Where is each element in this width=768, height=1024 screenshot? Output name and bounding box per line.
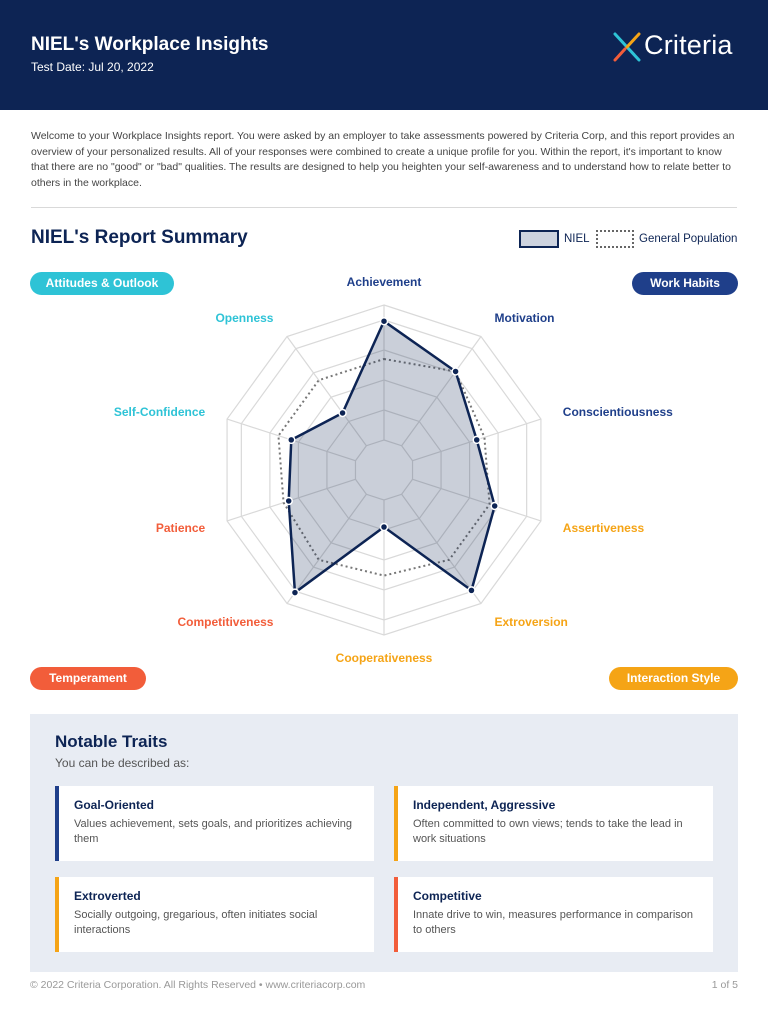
axis-label-cooperativeness: Cooperativeness <box>335 651 433 665</box>
intro-paragraph: Welcome to your Workplace Insights report. You were asked by an employer to take assessments powered by Criteria Corp, and this report provides an overview of your personalized results. All of your responses were combined to create a unique profile for you. Within the report, it's important to know that there are no "good" or "bad" qualities. The results are designed to help you heighten your self-awareness and to understand how to relate better to others in the workplace. <box>31 130 735 189</box>
axis-label-assertiveness: Assertiveness <box>562 521 645 536</box>
trait-description: Often committed to own views; tends to take the lead in work situations <box>413 818 683 845</box>
notable-traits-panel <box>30 714 738 972</box>
data-point-extroversion <box>468 587 475 594</box>
logo-text: Criteria <box>644 30 733 60</box>
data-point-cooperativeness <box>381 524 388 531</box>
test-date: Test Date: Jul 20, 2022 <box>31 60 154 74</box>
criteria-logo-icon <box>612 30 642 64</box>
trait-description: Values achievement, sets goals, and prioritizes achieving them <box>74 818 353 845</box>
axis-label-conscientiousness: Conscientiousness <box>562 404 673 419</box>
category-attitudes: Attitudes & Outlook <box>30 272 174 295</box>
traits-title: Notable Traits <box>55 732 168 751</box>
series-niel <box>289 321 495 592</box>
trait-accent-bar <box>394 877 398 952</box>
data-point-patience <box>285 497 292 504</box>
trait-card <box>55 786 374 861</box>
report-header <box>0 0 768 110</box>
traits-subtitle: You can be described as: <box>55 756 190 770</box>
criteria-logo <box>612 28 742 66</box>
trait-title: Competitive <box>413 889 482 903</box>
trait-title: Independent, Aggressive <box>413 798 556 812</box>
data-point-assertiveness <box>491 502 498 509</box>
data-point-achievement <box>381 318 388 325</box>
legend-swatch-population <box>596 230 634 248</box>
axis-label-self-confidence: Self-Confidence <box>113 404 206 419</box>
data-point-motivation <box>452 368 459 375</box>
category-work-habits: Work Habits <box>632 272 738 295</box>
page-number: 1 of 5 <box>711 979 738 991</box>
summary-title: NIEL's Report Summary <box>31 227 248 248</box>
axis-label-openness: Openness <box>215 310 274 325</box>
axis-label-extroversion: Extroversion <box>494 615 568 630</box>
legend-swatch-niel <box>519 230 559 248</box>
data-point-conscientiousness <box>473 436 480 443</box>
axis-label-motivation: Motivation <box>494 310 555 325</box>
category-interaction: Interaction Style <box>609 667 738 690</box>
axis-label-competitiveness: Competitiveness <box>177 615 274 630</box>
data-point-self-confidence <box>288 436 295 443</box>
axis-label-achievement: Achievement <box>346 275 422 289</box>
report-title: NIEL's Workplace Insights <box>31 34 269 55</box>
trait-accent-bar <box>55 786 59 861</box>
axis-label-patience: Patience <box>155 521 206 536</box>
trait-description: Socially outgoing, gregarious, often initiates social interactions <box>74 909 318 936</box>
trait-title: Extroverted <box>74 889 141 903</box>
footer-copyright: © 2022 Criteria Corporation. All Rights Reserved • www.criteriacorp.com <box>30 979 366 991</box>
trait-card <box>55 877 374 952</box>
legend-label-population: General Population <box>639 233 738 245</box>
trait-card <box>394 786 713 861</box>
trait-accent-bar <box>394 786 398 861</box>
trait-accent-bar <box>55 877 59 952</box>
trait-title: Goal-Oriented <box>74 798 155 812</box>
divider <box>31 207 737 208</box>
radar-chart <box>0 280 768 680</box>
trait-description: Innate drive to win, measures performance in comparison to others <box>413 909 694 936</box>
data-point-competitiveness <box>291 589 298 596</box>
trait-card <box>394 877 713 952</box>
category-temperament: Temperament <box>30 667 146 690</box>
data-point-openness <box>339 409 346 416</box>
legend-label-niel: NIEL <box>564 233 590 245</box>
